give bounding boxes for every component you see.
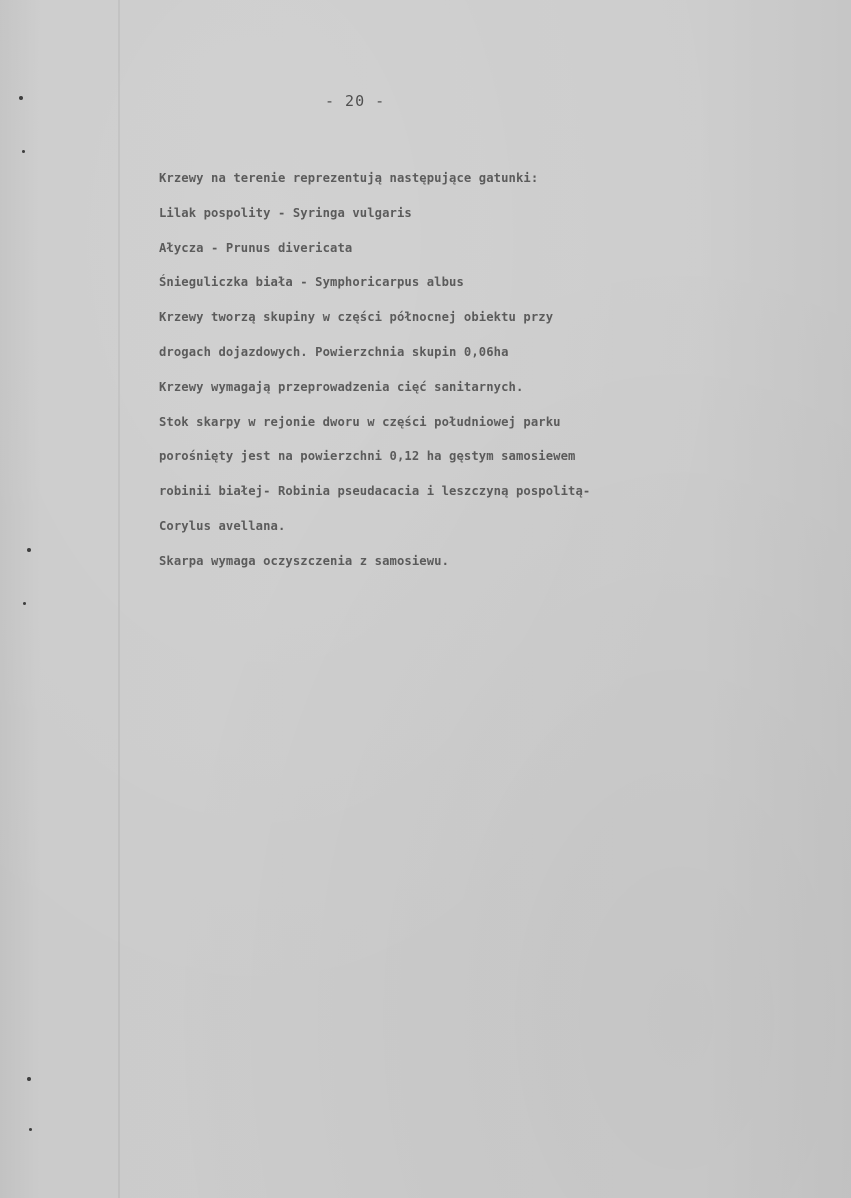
punch-hole-mark <box>19 96 23 100</box>
text-line: Krzewy tworzą skupiny w części północnej obiektu przy <box>159 310 554 325</box>
text-line: Krzewy na terenie reprezentują następujące gatunki: <box>159 171 539 185</box>
text-line: Krzewy wymagają przeprowadzenia cięć sanitarnych. <box>159 379 524 394</box>
text-line: Śnieguliczka biała - Symphoricarpus albus <box>159 275 464 290</box>
text-line: Lilak pospolity - Syringa vulgaris <box>159 205 412 220</box>
page-number: - 20 - <box>325 92 386 110</box>
text-line: drogach dojazdowych. Powierzchnia skupin 0,06ha <box>159 344 509 359</box>
punch-hole-mark <box>29 1128 32 1131</box>
paper-shading <box>118 0 120 1198</box>
text-line: Corylus avellana. <box>159 518 286 533</box>
punch-hole-mark <box>27 1077 31 1081</box>
punch-hole-mark <box>27 548 31 552</box>
text-line: Stok skarpy w rejonie dworu w części południowej parku <box>159 414 561 429</box>
text-line: robinii białej- Robinia pseudacacia i leszczyną pospolitą- <box>159 484 591 499</box>
punch-hole-mark <box>23 602 26 605</box>
body-text <box>159 161 809 579</box>
punch-hole-mark <box>22 150 25 153</box>
text-line: Ałycza - Prunus divericata <box>159 240 353 255</box>
text-line: Skarpa wymaga oczyszczenia z samosiewu. <box>159 553 450 568</box>
text-line: porośnięty jest na powierzchni 0,12 ha gęstym samosiewem <box>159 449 576 464</box>
